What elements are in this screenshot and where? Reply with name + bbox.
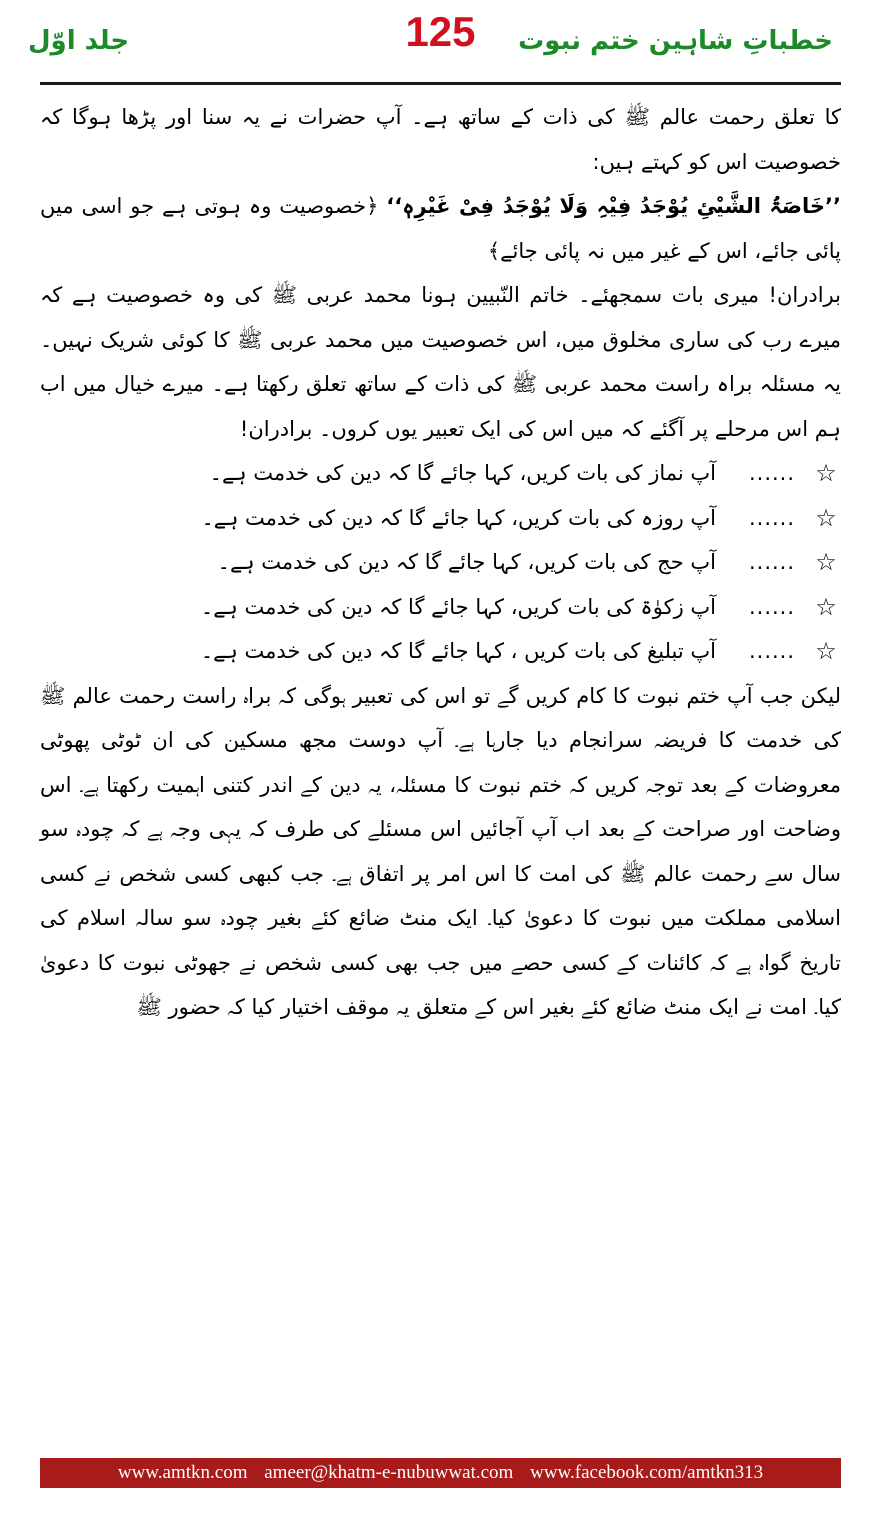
page-body [40, 95, 841, 1459]
list-item-text: آپ روزہ کی بات کریں، کہا جائے گا کہ دین کی خدمت ہے۔ [201, 505, 716, 530]
service-list [40, 451, 841, 674]
quote-translation: ﴿خصوصیت وہ ہوتی ہے جو اسی میں پائی جائے، اس کے غیر میں نہ پائی جائے﴾ [40, 194, 841, 263]
star-icon: ☆ [815, 592, 837, 621]
list-dots: ...... [748, 505, 796, 530]
list-item-text: آپ زکوٰۃ کی بات کریں، کہا جائے گا کہ دین کی خدمت ہے۔ [200, 594, 716, 619]
list-item-text: آپ نماز کی بات کریں، کہا جائے گا کہ دین کی خدمت ہے۔ [209, 461, 716, 485]
list-item [40, 451, 841, 496]
header-divider [40, 82, 841, 85]
list-item-text: آپ تبلیغ کی بات کریں ، کہا جائے گا کہ دین کی خدمت ہے۔ [200, 639, 716, 663]
volume-label: جلد اوّل [28, 26, 130, 56]
footer-website-link[interactable]: www.amtkn.com [117, 1462, 248, 1483]
list-dots: ...... [748, 594, 796, 619]
list-item [40, 540, 841, 585]
list-item [40, 585, 841, 630]
page-footer [40, 1458, 841, 1488]
list-item [40, 496, 841, 541]
page-number: 125 [405, 8, 476, 55]
star-icon: ☆ [815, 459, 837, 487]
star-icon: ☆ [815, 637, 837, 665]
page-header [0, 0, 881, 92]
paragraph-2 [40, 184, 841, 273]
star-icon: ☆ [815, 548, 837, 576]
paragraph-3: برادران! میری بات سمجھئے۔ خاتم النّبیین ہونا محمد عربی ﷺ کی وہ خصوصیت ہے کہ میرے رب کی ساری مخلوق میں، اس خصوصیت میں محمد عربی ﷺ کا کوئی شریک نہیں۔ یہ مسئلہ براہ راست محمد عربی ﷺ کی ذات کے ساتھ تعلق رکھتا ہے۔ میرے خیال میں اب ہم اس مرحلے پر آگئے کہ میں اس کی ایک تعبیر یوں کروں۔ برادران! [40, 283, 841, 441]
list-item [40, 629, 841, 674]
paragraph-4: لیکن جب آپ ختم نبوت کا کام کریں گے تو اس کی تعبیر ہوگی کہ براہ راست رحمت عالم ﷺ کی خدمت کا فریضہ سرانجام دیا جارہا ہے۔ آپ دوست مجھ مسکین کی ان ٹوٹی پھوٹی معروضات کے بعد توجہ کریں کہ ختم نبوت کا مسئلہ، یہ دین کے اندر کتنی اہمیت رکھتا ہے۔ اس وضاحت اور صراحت کے بعد اب آپ آجائیں اس مسئلے کی طرف کہ یہی وجہ ہے کہ چودہ سو سال سے رحمت عالم ﷺ کی امت کا اس امر پر اتفاق ہے۔ جب کبھی کسی شخص نے کسی اسلامی مملکت میں نبوت کا دعویٰ کیا۔ ایک منٹ ضائع کئے بغیر چودہ سو سالہ اسلام کی تاریخ گواہ ہے کہ کائنات کے کسی حصے میں جب بھی کسی شخص نے جھوٹی نبوت کا دعویٰ کیا۔ امت نے ایک منٹ ضائع کئے بغیر اس کے متعلق یہ موقف اختیار کیا کہ حضور ﷺ [40, 683, 841, 1019]
list-dots: ...... [748, 461, 796, 485]
footer-facebook-link[interactable]: www.facebook.com/amtkn313 [530, 1462, 764, 1483]
book-title: خطباتِ شاہین ختم نبوت [518, 26, 833, 56]
list-dots: ...... [748, 639, 796, 663]
list-item-text: آپ حج کی بات کریں، کہا جائے گا کہ دین کی خدمت ہے۔ [217, 550, 716, 574]
footer-email-link[interactable]: ameer@khatm-e-nubuwwat.com [264, 1462, 514, 1483]
list-dots: ...... [748, 550, 796, 574]
star-icon: ☆ [815, 503, 837, 532]
paragraph-1: کا تعلق رحمت عالم ﷺ کی ذات کے ساتھ ہے۔ آپ حضرات نے یہ سنا اور پڑھا ہوگا کہ خصوصیت اس کو کہتے ہیں: [40, 105, 841, 174]
arabic-quote: ’’خَاصَۃُ الشَّیْئِ یُوْجَدُ فِیْہِ وَلَا یُوْجَدُ فِیْ غَیْرِہٖ‘‘ [386, 194, 841, 218]
